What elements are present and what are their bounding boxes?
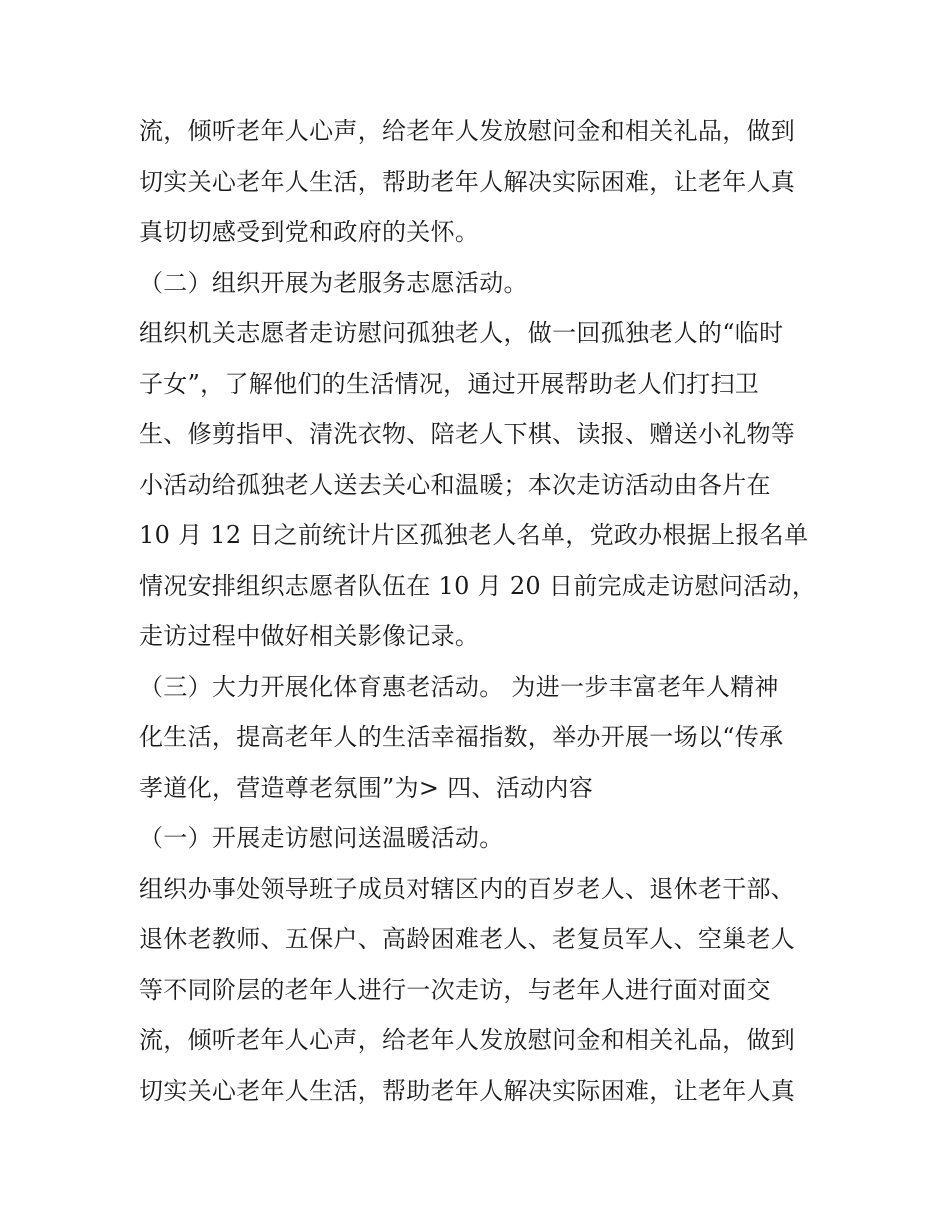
section-heading: （二）组织开展为老服务志愿活动。 xyxy=(139,268,528,297)
text-line: 生、修剪指甲、清洗衣物、陪老人下棋、读报、赠送小礼物等 xyxy=(139,420,796,448)
text-line: 流，倾听老年人心声，给老年人发放慰问金和相关礼品，做到 xyxy=(139,1026,796,1054)
text-line: 走访过程中做好相关影像记录。 xyxy=(139,622,480,650)
text-line: 退休老教师、五保户、高龄困难老人、老复员军人、空巢老人 xyxy=(139,925,796,953)
text-line: 组织办事处领导班子成员对辖区内的百岁老人、退休老干部、 xyxy=(139,874,796,903)
section-heading: （三）大力开展化体育惠老活动。 为进一步丰富老年人精神 xyxy=(139,672,779,701)
text-line: 等不同阶层的老年人进行一次走访，与老年人进行面对面交 xyxy=(139,975,771,1004)
document-body xyxy=(139,106,819,1116)
text-line: 子女”，了解他们的生活情况，通过开展帮助老人们打扫卫 xyxy=(139,369,760,398)
text-line: 组织机关志愿者走访慰问孤独老人，做一回孤独老人的“临时 xyxy=(139,319,784,347)
text-line: 切实关心老年人生活，帮助老年人解决实际困难，让老年人真 xyxy=(139,167,796,196)
text-line: 切实关心老年人生活，帮助老年人解决实际困难，让老年人真 xyxy=(139,1076,796,1105)
text-line: 10 月 12 日之前统计片区孤独老人名单，党政办根据上报名单 xyxy=(139,521,809,549)
text-line: 化生活，提高老年人的生活幸福指数，举办开展一场以“传承 xyxy=(139,723,784,751)
text-line: 小活动给孤独老人送去关心和温暖；本次走访活动由各片在 xyxy=(139,470,771,499)
text-line: 真切切感受到党和政府的关怀。 xyxy=(139,218,480,246)
text-line: 流，倾听老年人心声，给老年人发放慰问金和相关礼品，做到 xyxy=(139,117,796,145)
text-line: 情况安排组织志愿者队伍在 10 月 20 日前完成走访慰问活动， xyxy=(139,571,817,600)
section-heading: （一）开展走访慰问送温暖活动。 xyxy=(139,824,504,852)
text-line: 孝道化，营造尊老氛围”为> 四、活动内容 xyxy=(139,773,594,802)
